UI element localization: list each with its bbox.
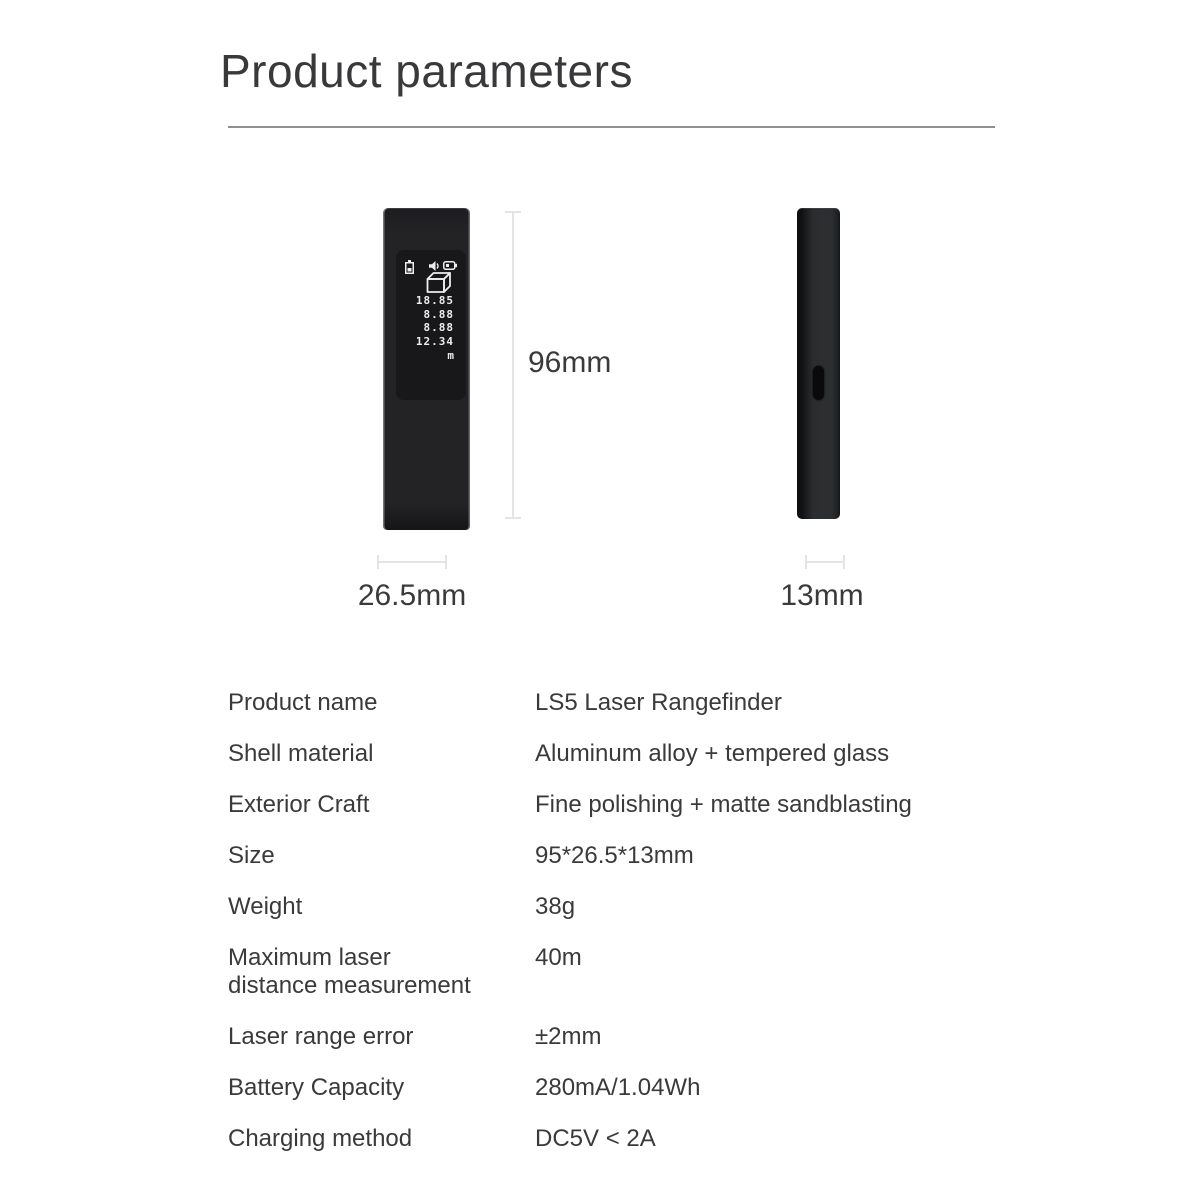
width-dimension-cap-right [445, 555, 447, 569]
rangefinder-front-view [383, 208, 470, 530]
spec-row [228, 893, 1018, 921]
spec-value: Fine polishing + matte sandblasting [535, 791, 912, 818]
spec-value: LS5 Laser Rangefinder [535, 689, 782, 716]
thickness-dimension-label: 13mm [780, 579, 864, 612]
display-reading-row: 12.34 [415, 334, 454, 348]
battery-icon [405, 260, 414, 274]
page-title: Product parameters [220, 45, 633, 97]
spec-value: ±2mm [535, 1023, 602, 1050]
height-dimension-cap-top [505, 211, 521, 213]
spec-label: Charging method [228, 1125, 413, 1152]
spec-row [228, 791, 1018, 819]
spec-row [228, 740, 1018, 768]
spec-value: 95*26.5*13mm [535, 842, 694, 869]
spec-label: Weight [228, 893, 303, 920]
spec-label: Size [228, 842, 275, 869]
device-display [396, 250, 466, 400]
spec-label: Battery Capacity [228, 1074, 405, 1101]
thickness-dimension-line [805, 561, 845, 563]
spec-value: 280mA/1.04Wh [535, 1074, 701, 1101]
spec-label: Laser range error [228, 1023, 414, 1050]
height-dimension-line [512, 213, 514, 518]
rangefinder-side-view [797, 208, 840, 519]
display-readings [416, 294, 454, 348]
spec-table [228, 689, 1018, 1176]
height-dimension-cap-bottom [505, 517, 521, 519]
spec-value: Aluminum alloy + tempered glass [535, 740, 890, 767]
width-dimension-label: 26.5mm [357, 579, 467, 612]
title-divider [228, 126, 995, 128]
width-dimension-line [377, 561, 447, 563]
spec-label: Product name [228, 689, 378, 716]
display-reading-row: 8.88 [423, 321, 454, 334]
spec-row [228, 1023, 1018, 1051]
spec-label: Exterior Craft [228, 791, 370, 818]
usb-port [813, 366, 824, 400]
width-dimension-cap-left [377, 555, 379, 569]
battery-level-icon [443, 261, 457, 270]
spec-label: Shell material [228, 740, 374, 767]
spec-row [228, 944, 1018, 1000]
spec-value: DC5V < 2A [535, 1125, 656, 1152]
spec-row [228, 1125, 1018, 1153]
display-reading-row: 8.88 [423, 307, 454, 321]
spec-row [228, 842, 1018, 870]
spec-value: 38g [535, 893, 576, 920]
display-reading-row: 18.85 [415, 294, 454, 307]
cube-icon [425, 271, 452, 294]
height-dimension-label: 96mm [528, 346, 612, 379]
display-unit: m [447, 349, 454, 362]
spec-value: 40m [535, 944, 582, 971]
spec-row [228, 1074, 1018, 1102]
thickness-dimension-cap-right [843, 555, 845, 569]
spec-label: Maximum laser distance measurement [228, 944, 471, 999]
volume-icon [429, 261, 440, 271]
thickness-dimension-cap-left [805, 555, 807, 569]
spec-row [228, 689, 1018, 717]
